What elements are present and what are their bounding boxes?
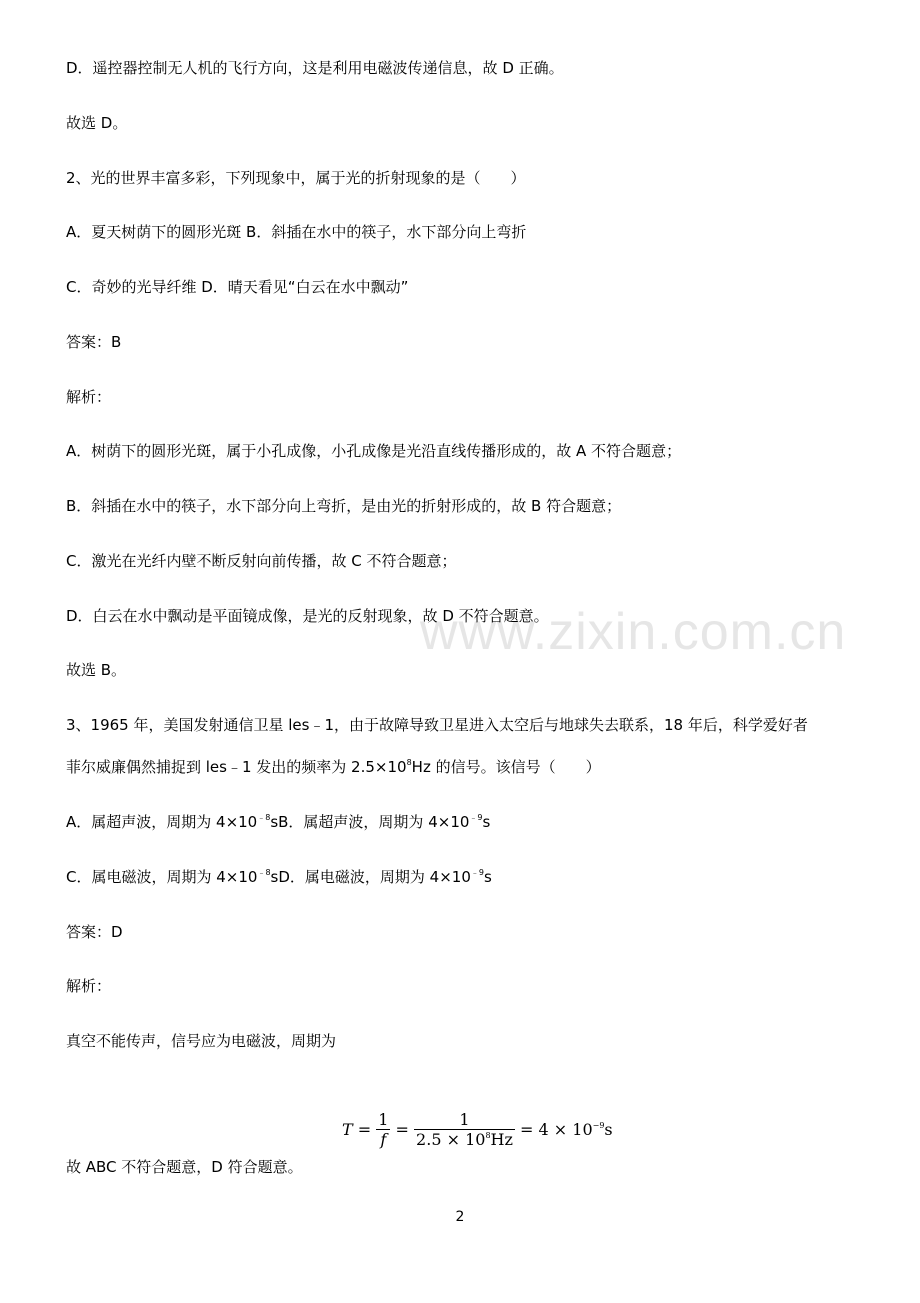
text-segment: 2.5 × 10 [416, 1130, 486, 1149]
answer-3: 答案：D [66, 923, 123, 941]
superscript: −9 [592, 1121, 605, 1130]
question-2-stem: 2、光的世界丰富多彩，下列现象中，属于光的折射现象的是（ ） [66, 169, 526, 187]
formula-rhs [520, 1120, 613, 1139]
formula-equals: = [395, 1120, 409, 1139]
formula-lhs: T [342, 1120, 353, 1139]
analysis-label: 解析： [66, 388, 112, 406]
text-segment: Hz 的信号。该信号（ ） [411, 758, 601, 776]
analysis-line: D．白云在水中飘动是平面镜成像，是光的反射现象，故 D 不符合题意。 [66, 607, 549, 625]
fraction-1-over-f [376, 1110, 390, 1149]
text-segment: s [604, 1120, 613, 1139]
fraction-denominator: f [380, 1130, 387, 1149]
text-segment: sB．属超声波，周期为 4×10 [270, 813, 470, 831]
question-3-stem-cont [66, 757, 601, 777]
text-segment: sD．属电磁波，周期为 4×10 [270, 868, 471, 886]
superscript: ﹣8 [257, 868, 271, 877]
text-segment: s [483, 868, 492, 886]
question-3-options-ab [66, 812, 490, 832]
text-line: 故选 B。 [66, 661, 127, 679]
analysis-line: B．斜插在水中的筷子，水下部分向上弯折，是由光的折射形成的，故 B 符合题意； [66, 497, 622, 515]
superscript: ﹣8 [257, 813, 271, 822]
superscript: 8 [406, 758, 412, 767]
text-segment: 菲尔威廉偶然捕捉到 les﹣1 发出的频率为 2.5×10 [66, 758, 407, 776]
text-line: D．遥控器控制无人机的飞行方向，这是利用电磁波传递信息，故 D 正确。 [66, 59, 564, 77]
question-3-stem: 3、1965 年，美国发射通信卫星 les﹣1，由于故障导致卫星进入太空后与地球失去联系，18 年后，科学爱好者 [66, 716, 808, 734]
analysis-line: A．树荫下的圆形光斑，属于小孔成像，小孔成像是光沿直线传播形成的，故 A 不符合题意； [66, 442, 682, 460]
question-2-options-cd: C．奇妙的光导纤维 D．晴天看见“白云在水中飘动” [66, 278, 409, 296]
text-segment: Hz [490, 1130, 513, 1149]
analysis-label: 解析： [66, 977, 112, 995]
fraction-denominator [414, 1130, 515, 1149]
watermark: www.zixin.com.cn [420, 603, 847, 661]
analysis-line: 真空不能传声，信号应为电磁波，周期为 [66, 1032, 337, 1050]
question-2-options-ab: A．夏天树荫下的圆形光斑 B．斜插在水中的筷子，水下部分向上弯折 [66, 223, 527, 241]
text-segment: = 4 × 10 [520, 1120, 593, 1139]
text-segment: C．属电磁波，周期为 4×10 [66, 868, 258, 886]
conclusion-line: 故 ABC 不符合题意，D 符合题意。 [66, 1158, 303, 1176]
fraction-1-over-frequency [414, 1110, 515, 1149]
question-3-options-cd [66, 867, 492, 887]
text-segment: A．属超声波，周期为 4×10 [66, 813, 258, 831]
superscript: ﹣9 [470, 868, 484, 877]
analysis-line: C．激光在光纤内壁不断反射向前传播，故 C 不符合题意； [66, 552, 457, 570]
page-number: 2 [455, 1209, 465, 1225]
text-segment: s [482, 813, 491, 831]
superscript: ﹣9 [469, 813, 483, 822]
superscript: 8 [485, 1131, 491, 1140]
period-formula [342, 1110, 613, 1170]
answer-2: 答案：B [66, 333, 122, 351]
text-line: 故选 D。 [66, 114, 128, 132]
fraction-numerator: 1 [378, 1110, 389, 1129]
fraction-numerator: 1 [414, 1110, 515, 1130]
formula-equals: = [357, 1120, 372, 1139]
